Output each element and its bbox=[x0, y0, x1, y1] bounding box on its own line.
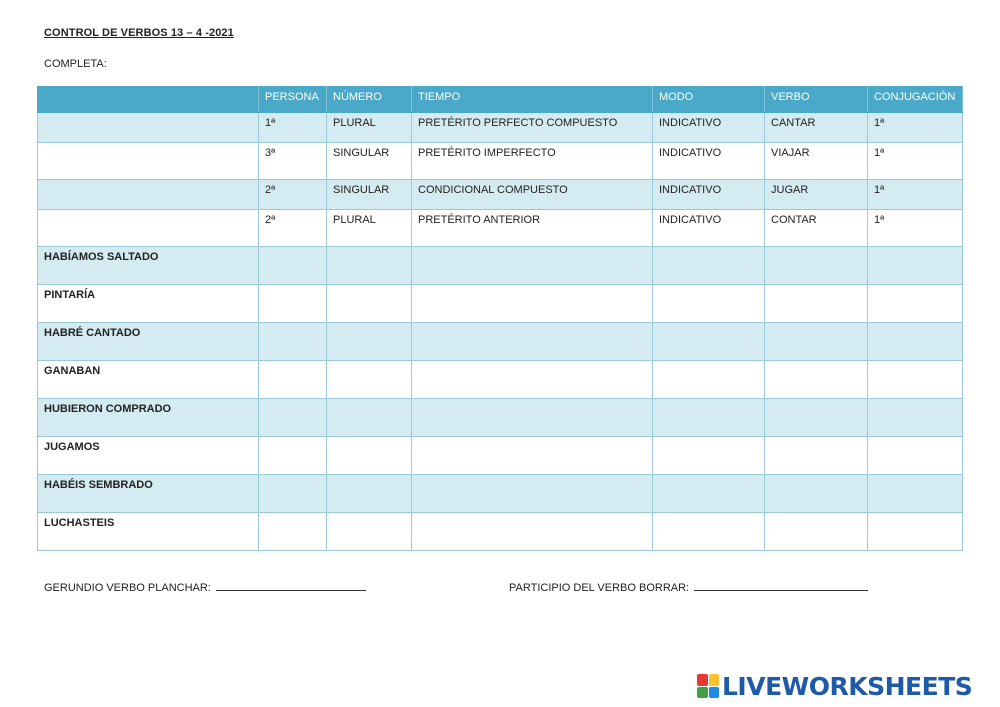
cell-tiempo-answer[interactable] bbox=[412, 437, 653, 475]
cell-numero: PLURAL bbox=[327, 113, 412, 143]
table-row bbox=[38, 210, 963, 247]
cell-numero: SINGULAR bbox=[327, 143, 412, 180]
logo-square-blue bbox=[709, 687, 720, 699]
cell-verbo: CONTAR bbox=[765, 210, 868, 247]
cell-modo-answer[interactable] bbox=[653, 399, 765, 437]
cell-tiempo-answer[interactable] bbox=[412, 475, 653, 513]
cell-numero: SINGULAR bbox=[327, 180, 412, 210]
cell-tiempo: CONDICIONAL COMPUESTO bbox=[412, 180, 653, 210]
cell-verbo: JUGAR bbox=[765, 180, 868, 210]
table-row bbox=[38, 399, 963, 437]
verb-form-label: JUGAMOS bbox=[38, 437, 259, 475]
table-row bbox=[38, 285, 963, 323]
cell-persona-answer[interactable] bbox=[259, 361, 327, 399]
cell-tiempo-answer[interactable] bbox=[412, 285, 653, 323]
table-row bbox=[38, 143, 963, 180]
cell-tiempo: PRETÉRITO IMPERFECTO bbox=[412, 143, 653, 180]
cell-modo-answer[interactable] bbox=[653, 437, 765, 475]
cell-verbo-answer[interactable] bbox=[765, 361, 868, 399]
table-row bbox=[38, 180, 963, 210]
verb-form-label: HABÉIS SEMBRADO bbox=[38, 475, 259, 513]
cell-numero-answer[interactable] bbox=[327, 285, 412, 323]
worksheet-title: CONTROL DE VERBOS 13 – 4 -2021 bbox=[44, 27, 234, 39]
cell-numero-answer[interactable] bbox=[327, 361, 412, 399]
logo-square-green bbox=[697, 687, 708, 699]
column-header-tiempo: TIEMPO bbox=[412, 87, 653, 113]
cell-conjugacion-answer[interactable] bbox=[868, 399, 963, 437]
gerund-label: GERUNDIO VERBO PLANCHAR: bbox=[44, 582, 211, 594]
liveworksheets-logo bbox=[697, 671, 972, 701]
cell-persona-answer[interactable] bbox=[259, 323, 327, 361]
row-label bbox=[38, 143, 259, 180]
cell-numero-answer[interactable] bbox=[327, 247, 412, 285]
cell-modo: INDICATIVO bbox=[653, 143, 765, 180]
verb-form-label: GANABAN bbox=[38, 361, 259, 399]
cell-tiempo-answer[interactable] bbox=[412, 247, 653, 285]
cell-modo-answer[interactable] bbox=[653, 361, 765, 399]
gerund-answer-blank[interactable] bbox=[216, 580, 366, 591]
cell-conjugacion-answer[interactable] bbox=[868, 285, 963, 323]
cell-numero-answer[interactable] bbox=[327, 399, 412, 437]
cell-verbo-answer[interactable] bbox=[765, 475, 868, 513]
cell-conjugacion: 1ª bbox=[868, 180, 963, 210]
cell-persona-answer[interactable] bbox=[259, 285, 327, 323]
cell-modo-answer[interactable] bbox=[653, 247, 765, 285]
verb-form-label: HABÍAMOS SALTADO bbox=[38, 247, 259, 285]
cell-modo-answer[interactable] bbox=[653, 323, 765, 361]
table-row bbox=[38, 113, 963, 143]
column-header-numero: NÚMERO bbox=[327, 87, 412, 113]
verb-table bbox=[37, 86, 963, 551]
cell-persona: 2ª bbox=[259, 210, 327, 247]
cell-modo: INDICATIVO bbox=[653, 180, 765, 210]
verb-form-label: PINTARÍA bbox=[38, 285, 259, 323]
cell-conjugacion-answer[interactable] bbox=[868, 437, 963, 475]
cell-persona: 2ª bbox=[259, 180, 327, 210]
table-row bbox=[38, 513, 963, 551]
cell-verbo-answer[interactable] bbox=[765, 323, 868, 361]
column-header bbox=[38, 87, 259, 113]
verb-form-label: LUCHASTEIS bbox=[38, 513, 259, 551]
cell-modo-answer[interactable] bbox=[653, 513, 765, 551]
cell-numero-answer[interactable] bbox=[327, 475, 412, 513]
cell-persona-answer[interactable] bbox=[259, 475, 327, 513]
cell-tiempo-answer[interactable] bbox=[412, 399, 653, 437]
cell-conjugacion-answer[interactable] bbox=[868, 513, 963, 551]
cell-tiempo: PRETÉRITO ANTERIOR bbox=[412, 210, 653, 247]
brand-wordmark: LIVEWORKSHEETS bbox=[722, 671, 973, 701]
cell-conjugacion: 1ª bbox=[868, 143, 963, 180]
cell-numero: PLURAL bbox=[327, 210, 412, 247]
row-label bbox=[38, 210, 259, 247]
cell-verbo-answer[interactable] bbox=[765, 513, 868, 551]
cell-conjugacion: 1ª bbox=[868, 113, 963, 143]
cell-verbo: CANTAR bbox=[765, 113, 868, 143]
column-header-conjugacion: CONJUGACIÓN bbox=[868, 87, 963, 113]
cell-numero-answer[interactable] bbox=[327, 513, 412, 551]
table-row bbox=[38, 323, 963, 361]
verb-form-label: HABRÉ CANTADO bbox=[38, 323, 259, 361]
row-label bbox=[38, 113, 259, 143]
cell-conjugacion-answer[interactable] bbox=[868, 323, 963, 361]
cell-persona-answer[interactable] bbox=[259, 437, 327, 475]
cell-verbo-answer[interactable] bbox=[765, 247, 868, 285]
column-header-persona: PERSONA bbox=[259, 87, 327, 113]
cell-modo: INDICATIVO bbox=[653, 210, 765, 247]
column-header-verbo: VERBO bbox=[765, 87, 868, 113]
cell-tiempo-answer[interactable] bbox=[412, 361, 653, 399]
cell-modo: INDICATIVO bbox=[653, 113, 765, 143]
cell-tiempo-answer[interactable] bbox=[412, 513, 653, 551]
cell-persona-answer[interactable] bbox=[259, 247, 327, 285]
column-header-modo: MODO bbox=[653, 87, 765, 113]
cell-numero-answer[interactable] bbox=[327, 437, 412, 475]
table-header-row bbox=[38, 87, 963, 113]
cell-verbo-answer[interactable] bbox=[765, 437, 868, 475]
table-row bbox=[38, 437, 963, 475]
table-row bbox=[38, 475, 963, 513]
cell-tiempo-answer[interactable] bbox=[412, 323, 653, 361]
cell-persona: 3ª bbox=[259, 143, 327, 180]
participle-label: PARTICIPIO DEL VERBO BORRAR: bbox=[509, 582, 690, 594]
logo-square-yellow bbox=[709, 674, 720, 686]
cell-modo-answer[interactable] bbox=[653, 475, 765, 513]
liveworksheets-icon bbox=[697, 674, 719, 698]
instruction-text: COMPLETA: bbox=[44, 58, 107, 70]
row-label bbox=[38, 180, 259, 210]
cell-conjugacion-answer[interactable] bbox=[868, 475, 963, 513]
cell-persona-answer[interactable] bbox=[259, 399, 327, 437]
participle-question bbox=[509, 580, 868, 594]
table-row bbox=[38, 247, 963, 285]
cell-conjugacion: 1ª bbox=[868, 210, 963, 247]
cell-conjugacion-answer[interactable] bbox=[868, 361, 963, 399]
cell-persona-answer[interactable] bbox=[259, 513, 327, 551]
cell-verbo-answer[interactable] bbox=[765, 285, 868, 323]
cell-modo-answer[interactable] bbox=[653, 285, 765, 323]
cell-verbo-answer[interactable] bbox=[765, 399, 868, 437]
cell-conjugacion-answer[interactable] bbox=[868, 247, 963, 285]
cell-numero-answer[interactable] bbox=[327, 323, 412, 361]
participle-answer-blank[interactable] bbox=[694, 580, 868, 591]
cell-verbo: VIAJAR bbox=[765, 143, 868, 180]
logo-square-red bbox=[697, 674, 708, 686]
cell-tiempo: PRETÉRITO PERFECTO COMPUESTO bbox=[412, 113, 653, 143]
table-row bbox=[38, 361, 963, 399]
gerund-question bbox=[44, 580, 366, 594]
cell-persona: 1ª bbox=[259, 113, 327, 143]
verb-form-label: HUBIERON COMPRADO bbox=[38, 399, 259, 437]
